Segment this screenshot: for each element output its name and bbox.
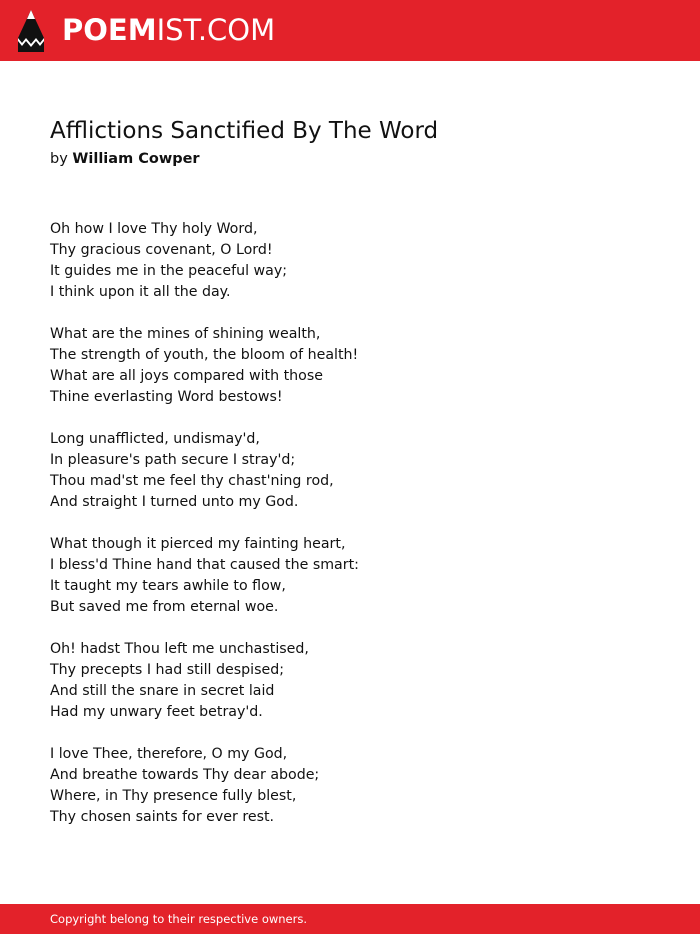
poem-line: Thy gracious covenant, O Lord! (50, 242, 273, 258)
poem-title: Afflictions Sanctified By The Word (50, 118, 439, 144)
copyright-text: Copyright belong to their respective owners. (50, 912, 308, 926)
poem-line: Long unafflicted, undismay'd, (50, 431, 260, 447)
poem-line: Thy precepts I had still despised; (50, 662, 284, 678)
poem-line: Where, in Thy presence fully blest, (50, 788, 297, 804)
poem-line: Thine everlasting Word bestows! (50, 389, 283, 405)
stanza (50, 219, 650, 303)
site-header (0, 0, 700, 61)
stanza (50, 639, 650, 723)
logo-text-bold: POEM (62, 13, 157, 47)
poem-line: I think upon it all the day. (50, 284, 231, 300)
poem-line: In pleasure's path secure I stray'd; (50, 452, 296, 468)
stanza (50, 534, 650, 618)
stanza (50, 429, 650, 513)
poem-line: The strength of youth, the bloom of health! (50, 347, 359, 363)
poem-line: I bless'd Thine hand that caused the smart: (50, 557, 359, 573)
poem-line: And breathe towards Thy dear abode; (50, 767, 320, 783)
poem-line: Thou mad'st me feel thy chast'ning rod, (50, 473, 334, 489)
poem-line: But saved me from eternal woe. (50, 599, 279, 615)
poem-line: It taught my tears awhile to flow, (50, 578, 286, 594)
stanza (50, 744, 650, 828)
poem-body (50, 219, 650, 849)
pencil-tip-icon[interactable] (18, 10, 44, 52)
poem-line: And straight I turned unto my God. (50, 494, 299, 510)
poem-line: What are all joys compared with those (50, 368, 323, 384)
poem-author: William Cowper (72, 151, 200, 167)
poem-line: What though it pierced my fainting heart, (50, 536, 346, 552)
poem-line: Oh! hadst Thou left me unchastised, (50, 641, 309, 657)
site-logo-text[interactable] (62, 12, 275, 48)
poem-byline (50, 149, 200, 169)
poem-line: And still the snare in secret laid (50, 683, 275, 699)
poem-line: Thy chosen saints for ever rest. (50, 809, 275, 825)
site-footer (0, 904, 700, 934)
poem-line: What are the mines of shining wealth, (50, 326, 321, 342)
by-label: by (50, 151, 68, 167)
poem-line: I love Thee, therefore, O my God, (50, 746, 288, 762)
logo-text-light: IST.COM (156, 13, 276, 47)
poem-line: It guides me in the peaceful way; (50, 263, 287, 279)
poem-line: Had my unwary feet betray'd. (50, 704, 263, 720)
stanza (50, 324, 650, 408)
poem-line: Oh how I love Thy holy Word, (50, 221, 258, 237)
